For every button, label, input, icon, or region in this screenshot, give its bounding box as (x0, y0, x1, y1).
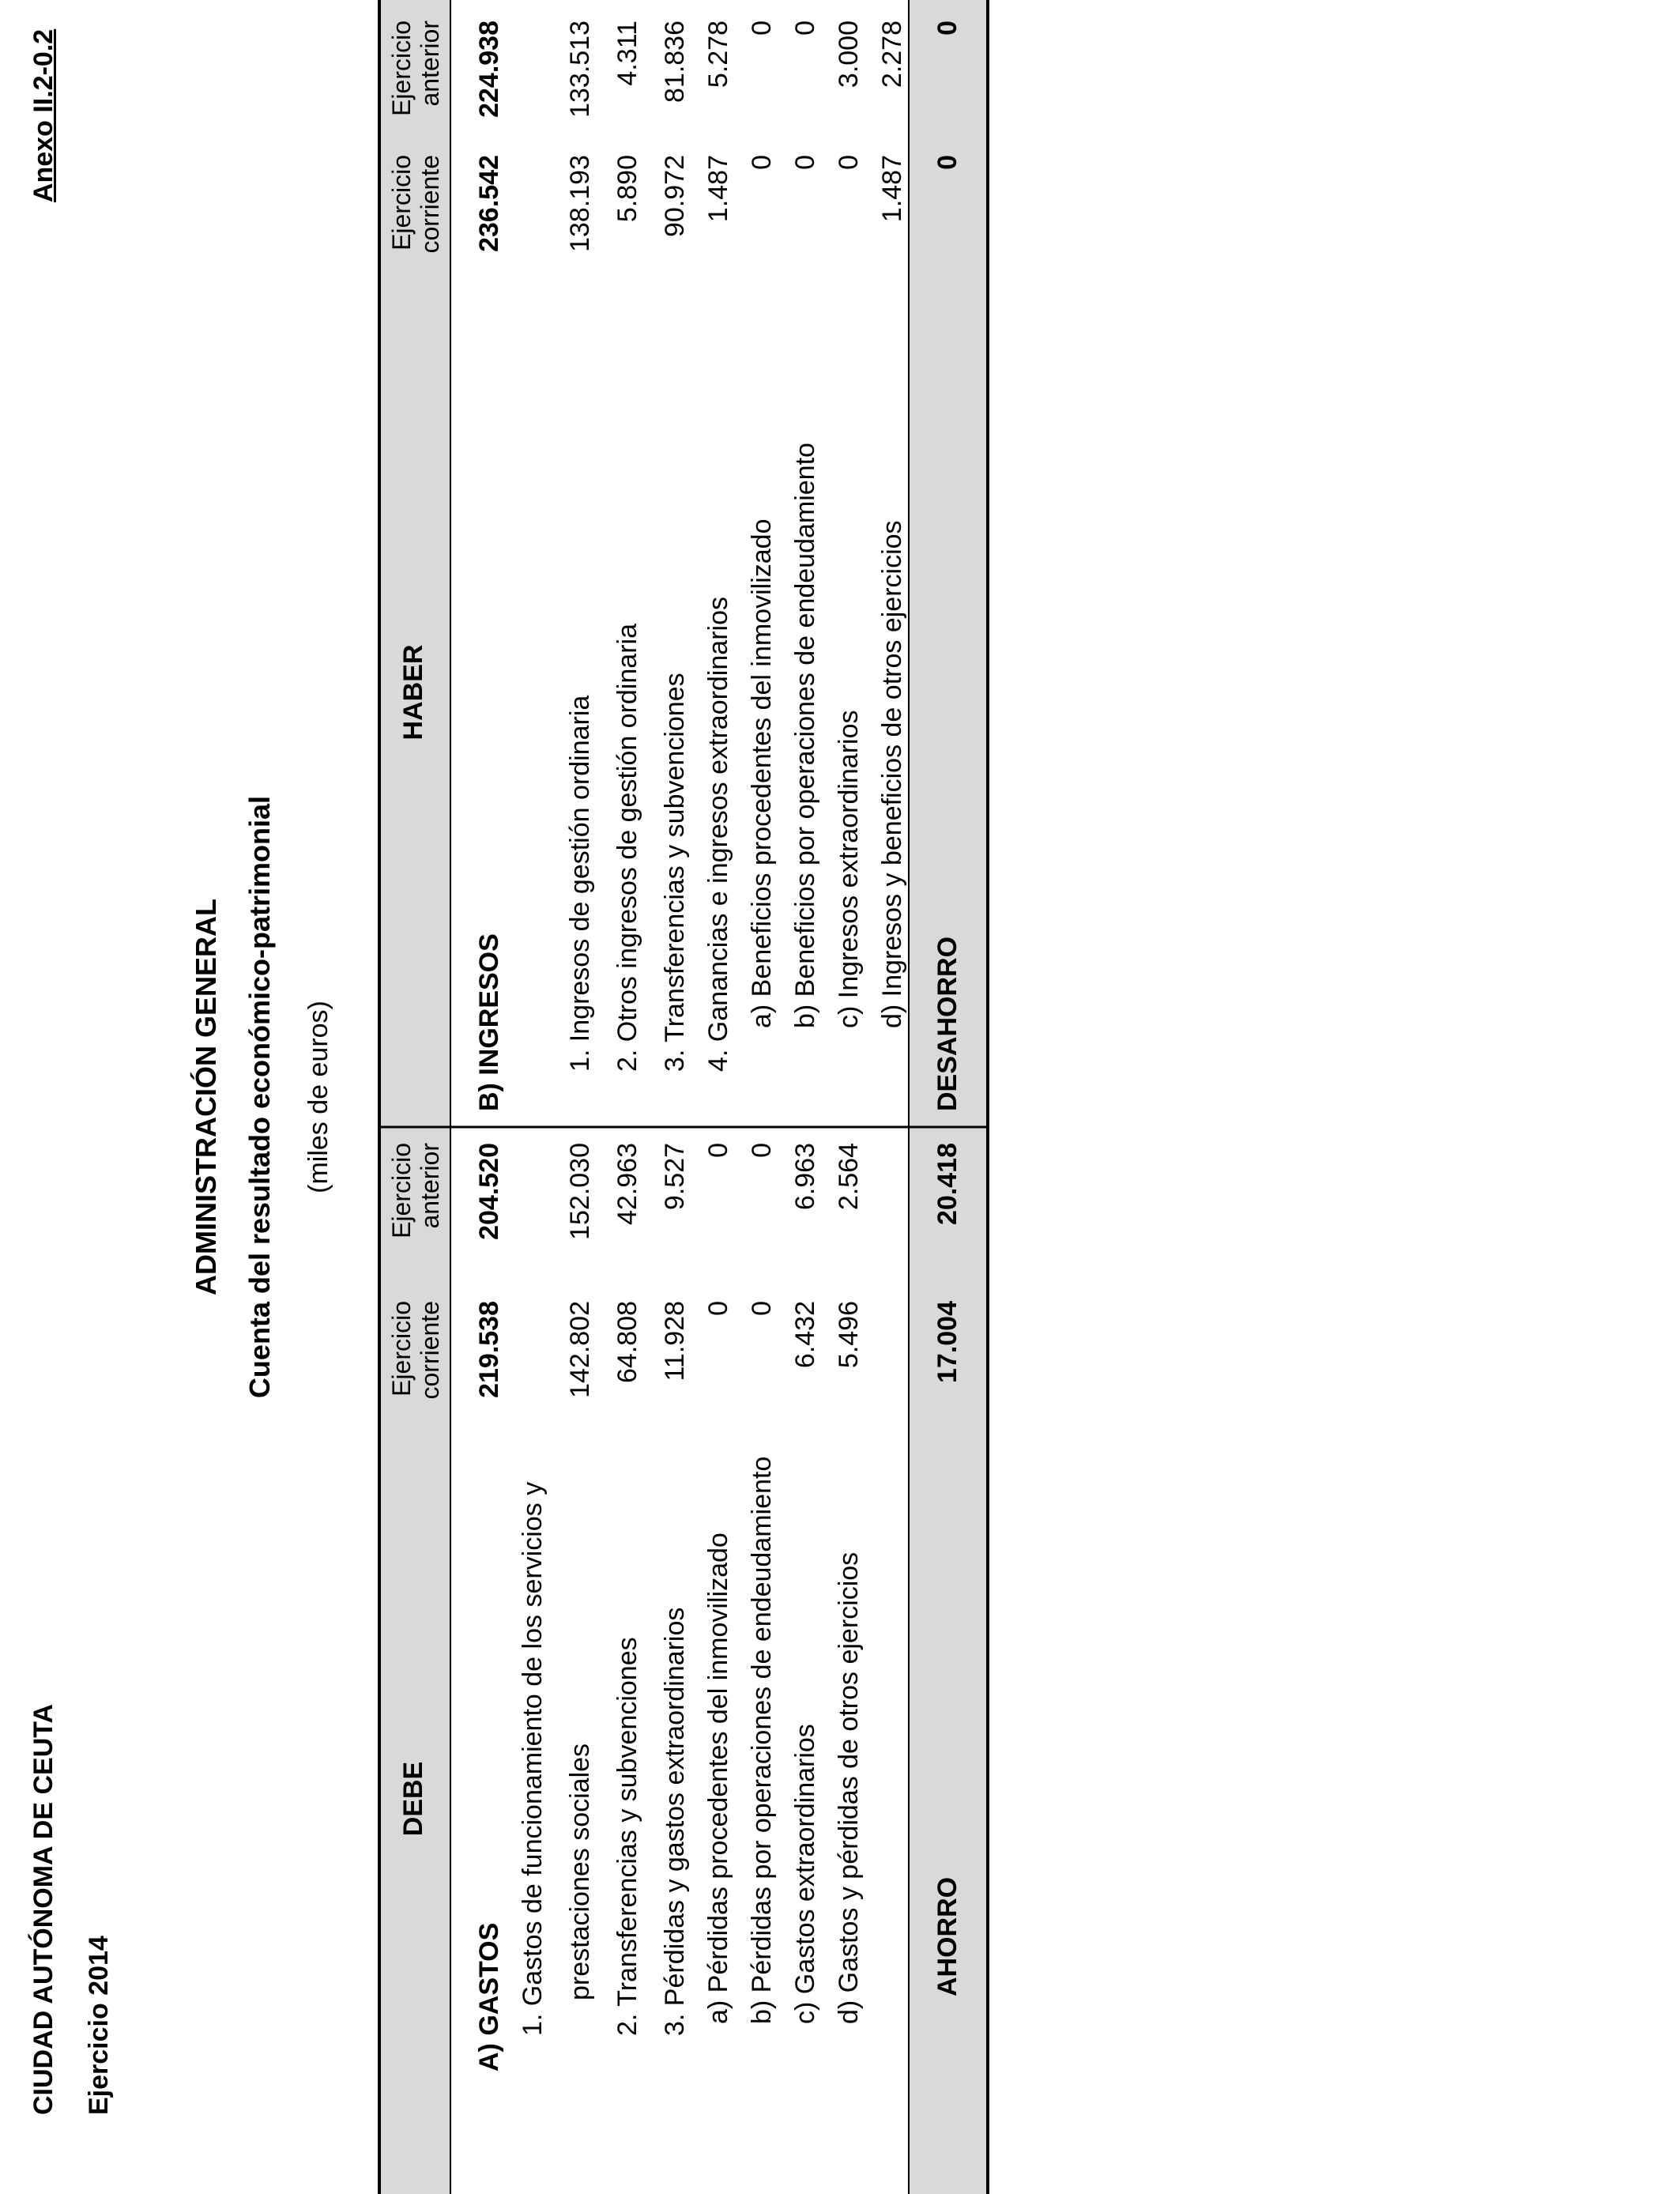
haber-row-label: 1. Ingresos de gestión ordinaria (565, 695, 595, 1072)
debe-row-current: 5.496 (834, 1301, 864, 1369)
haber-row-current: 0 (790, 155, 820, 170)
debe-row-current: 6.432 (790, 1301, 820, 1369)
debe-row-current: 0 (703, 1301, 733, 1316)
debe-row-previous: 2.564 (834, 1143, 864, 1211)
haber-row-current: 1.487 (877, 155, 907, 223)
haber-row-previous: 5.278 (703, 21, 733, 89)
debe-section-current: 219.538 (474, 1301, 504, 1398)
debe-row-current: 64.808 (612, 1301, 642, 1383)
haber-row-previous: 0 (790, 21, 820, 36)
debe-row-label: a) Pérdidas procedentes del inmovilizado (703, 1532, 733, 2024)
debe-row-label: c) Gastos extraordinarios (790, 1724, 820, 2024)
debe-current-header-line1: Ejercicio (387, 1301, 416, 1397)
fiscal-year: Ejercicio 2014 (84, 1936, 114, 2115)
haber-row-current: 138.193 (565, 155, 595, 252)
debe-row-previous: 152.030 (565, 1143, 595, 1240)
debe-row-current: 0 (747, 1301, 777, 1316)
debe-previous-header-line2: anterior (416, 1143, 444, 1229)
debe-row-current: 142.802 (565, 1301, 595, 1398)
haber-row-previous: 0 (747, 21, 777, 36)
haber-row-label: 3. Transferencias y subvenciones (660, 673, 690, 1072)
haber-row-previous: 133.513 (565, 21, 595, 118)
debe-row-previous: 6.963 (790, 1143, 820, 1211)
debe-row-previous: 0 (703, 1143, 733, 1158)
haber-row-current: 5.890 (612, 155, 642, 223)
haber-row-previous: 3.000 (834, 21, 864, 89)
haber-row-label: a) Beneficios procedentes del inmovilizado (747, 518, 777, 1028)
haber-row-label: b) Beneficios por operaciones de endeudamiento (790, 443, 820, 1028)
annex-reference: Anexo II.2-0.2 (28, 28, 58, 202)
haber-previous-header-line2: anterior (416, 21, 444, 107)
haber-row-previous: 81.836 (660, 21, 690, 103)
debe-current-header-line2: corriente (416, 1301, 444, 1400)
haber-row-current: 90.972 (660, 155, 690, 237)
debe-row-label: 1. Gastos de funcionamiento de los servicios y (518, 1481, 548, 2036)
debe-total-current: 17.004 (932, 1301, 962, 1383)
debe-row-label: 2. Transferencias y subvenciones (612, 1637, 642, 2036)
haber-row-label: c) Ingresos extraordinarios (834, 710, 864, 1028)
haber-total-previous: 0 (932, 21, 962, 36)
entity-name: CIUDAD AUTÓNOMA DE CEUTA (28, 1703, 58, 2115)
debe-row-current: 11.928 (660, 1301, 690, 1382)
debe-previous-header (387, 1143, 444, 1246)
haber-previous-header (387, 21, 444, 123)
debe-current-header (387, 1301, 444, 1404)
haber-row-label: d) Ingresos y beneficios de otros ejercicios (877, 520, 907, 1028)
haber-row-current: 1.487 (703, 155, 733, 223)
debe-total-previous: 20.418 (932, 1143, 962, 1225)
haber-section-label: B) INGRESOS (474, 933, 504, 1111)
haber-section-current: 236.542 (474, 155, 504, 252)
debe-row-label: d) Gastos y pérdidas de otros ejercicios (834, 1551, 864, 2024)
debe-section-label: A) GASTOS (474, 1922, 504, 2071)
debe-row-previous: 42.963 (612, 1143, 642, 1225)
debe-row-label: 3. Pérdidas y gastos extraordinarios (660, 1607, 690, 2036)
haber-total-label: DESAHORRO (932, 936, 962, 1111)
page-subtitle: Cuenta del resultado económico-patrimonial (243, 795, 276, 1399)
haber-previous-header-line1: Ejercicio (387, 21, 416, 116)
debe-section-previous: 204.520 (474, 1143, 504, 1240)
debe-header: DEBE (398, 1761, 428, 1837)
haber-section-previous: 224.938 (474, 21, 504, 118)
haber-current-header-line2: corriente (416, 155, 444, 254)
haber-row-label: 2. Otros ingresos de gestión ordinaria (612, 624, 642, 1072)
haber-row-previous: 4.311 (612, 21, 642, 86)
haber-row-current: 0 (834, 155, 864, 170)
haber-total-current: 0 (932, 155, 962, 170)
debe-total-label: AHORRO (932, 1876, 962, 1996)
debe-row-label: b) Pérdidas por operaciones de endeudamiento (747, 1456, 777, 2024)
debe-previous-header-line1: Ejercicio (387, 1143, 416, 1238)
debe-row-previous: 0 (747, 1143, 777, 1158)
debe-row-previous: 9.527 (660, 1143, 690, 1211)
haber-row-previous: 2.278 (877, 21, 907, 89)
units-note: (miles de euros) (303, 1001, 333, 1193)
page-title: ADMINISTRACIÓN GENERAL (190, 899, 222, 1295)
debe-row-label: prestaciones sociales (565, 1743, 595, 2000)
haber-row-current: 0 (747, 155, 777, 170)
haber-current-header (387, 155, 444, 258)
haber-current-header-line1: Ejercicio (387, 155, 416, 251)
haber-row-label: 4. Ganancias e ingresos extraordinarios (703, 597, 733, 1072)
haber-header: HABER (398, 644, 428, 741)
